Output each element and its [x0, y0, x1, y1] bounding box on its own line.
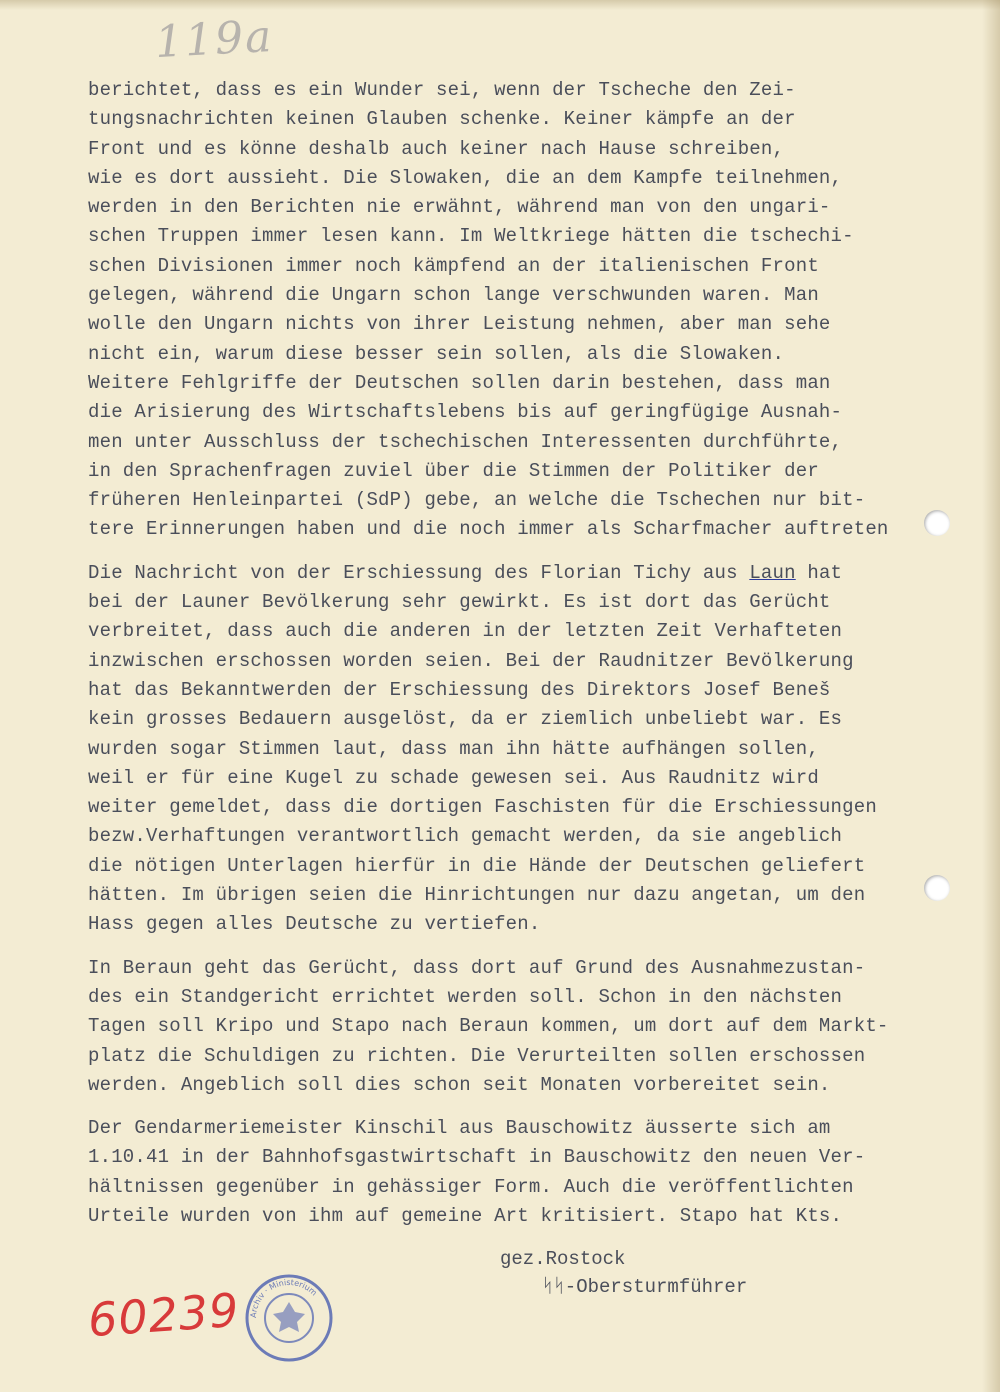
text-line: nicht ein, warum diese besser sein sollen, als die Slowaken.	[88, 342, 785, 365]
text-line: werden in den Berichten nie erwähnt, während man von den ungari-	[88, 196, 831, 219]
text-line: werden. Angeblich soll dies schon seit Monaten vorbereitet sein.	[88, 1073, 831, 1096]
text-line: hältnissen gegenüber in gehässiger Form. Auch die veröffentlichten	[88, 1175, 854, 1198]
stamp-text: Archiv · Ministerium	[248, 1277, 319, 1319]
archive-stamp-icon	[243, 1272, 335, 1364]
text-line: die nötigen Unterlagen hierfür in die Hände der Deutschen geliefert	[88, 854, 866, 877]
text-line: hätten. Im übrigen seien die Hinrichtungen nur dazu angetan, um den	[88, 884, 866, 907]
text-line: kein grosses Bedauern ausgelöst, da er ziemlich unbeliebt war. Es	[88, 708, 843, 731]
paragraph-1	[88, 76, 918, 545]
text-line: Der Gendarmeriemeister Kinschil aus Bauschowitz äusserte sich am	[88, 1117, 831, 1140]
text-segment: Die Nachricht von der Erschiessung des Florian Tichy aus	[88, 561, 750, 584]
text-line: in den Sprachenfragen zuviel über die Stimmen der Politiker der	[88, 459, 819, 482]
punch-hole	[924, 510, 950, 536]
text-line: men unter Ausschluss der tschechischen Interessenten durchführte,	[88, 430, 843, 453]
text-line: Tagen soll Kripo und Stapo nach Beraun kommen, um dort auf dem Markt-	[88, 1015, 889, 1038]
text-line: Urteile wurden von ihm auf gemeine Art kritisiert. Stapo hat Kts.	[88, 1204, 843, 1227]
text-line: platz die Schuldigen zu richten. Die Verurteilten sollen erschossen	[88, 1044, 866, 1067]
text-line: weil er für eine Kugel zu schade gewesen sei. Aus Raudnitz wird	[88, 766, 819, 789]
text-line: tungsnachrichten keinen Glauben schenke. Keiner kämpfe an der	[88, 108, 796, 131]
text-line: schen Divisionen immer noch kämpfend an der italienischen Front	[88, 254, 819, 277]
text-line: gelegen, während die Ungarn schon lange verschwunden waren. Man	[88, 284, 819, 307]
underlined-place-name: Laun	[749, 561, 796, 584]
text-line: In Beraun geht das Gerücht, dass dort auf Grund des Ausnahmezustan-	[88, 956, 866, 979]
archive-number: 60239	[86, 1282, 242, 1348]
signature-block	[500, 1245, 747, 1301]
text-line: berichtet, dass es ein Wunder sei, wenn der Tscheche den Zei-	[88, 79, 796, 101]
paper-top-shading	[0, 0, 1000, 10]
text-line: hat das Bekanntwerden der Erschiessung des Direktors Josef Beneš	[88, 678, 831, 701]
text-line: Weitere Fehlgriffe der Deutschen sollen darin bestehen, dass man	[88, 371, 831, 394]
punch-hole	[924, 875, 950, 901]
paragraph-4	[88, 1114, 918, 1231]
text-line: Hass gegen alles Deutsche zu vertiefen.	[88, 913, 541, 936]
text-line: inzwischen erschossen worden seien. Bei der Raudnitzer Bevölkerung	[88, 649, 854, 672]
text-line: wurden sogar Stimmen laut, dass man ihn hätte aufhängen sollen,	[88, 737, 819, 760]
text-line: die Arisierung des Wirtschaftslebens bis auf geringfügige Ausnah-	[88, 401, 843, 424]
signature-rank: ᛋᛋ-Obersturmführer	[542, 1276, 748, 1298]
text-line: wolle den Ungarn nichts von ihrer Leistung nehmen, aber man sehe	[88, 313, 831, 336]
text-line	[88, 559, 918, 588]
text-line: bezw.Verhaftungen verantwortlich gemacht werden, da sie angeblich	[88, 825, 843, 848]
paper-edge-shading	[982, 0, 1000, 1392]
text-line: 1.10.41 in der Bahnhofsgastwirtschaft in Bauschowitz den neuen Ver-	[88, 1146, 866, 1169]
text-segment: hat	[795, 561, 843, 584]
text-line: wie es dort aussieht. Die Slowaken, die an dem Kampfe teilnehmen,	[88, 166, 843, 189]
text-line: verbreitet, dass auch die anderen in der letzten Zeit Verhafteten	[88, 620, 843, 643]
text-line: tere Erinnerungen haben und die noch immer als Scharfmacher auftreten	[88, 518, 889, 541]
signature-name: gez.Rostock	[500, 1248, 626, 1270]
text-line: weiter gemeldet, dass die dortigen Faschisten für die Erschiessungen	[88, 796, 877, 819]
text-line: des ein Standgericht errichtet werden soll. Schon in den nächsten	[88, 985, 843, 1008]
folio-number: 119a	[153, 10, 275, 69]
text-line: bei der Launer Bevölkerung sehr gewirkt. Es ist dort das Gerücht	[88, 591, 831, 614]
typewritten-body	[88, 76, 918, 1231]
text-line: früheren Henleinpartei (SdP) gebe, an welche die Tschechen nur bit-	[88, 489, 866, 512]
text-line: Front und es könne deshalb auch keiner nach Hause schreiben,	[88, 137, 785, 160]
paragraph-2	[88, 559, 918, 940]
paragraph-3	[88, 954, 918, 1100]
text-line: schen Truppen immer lesen kann. Im Weltkriege hätten die tschechi-	[88, 225, 854, 248]
